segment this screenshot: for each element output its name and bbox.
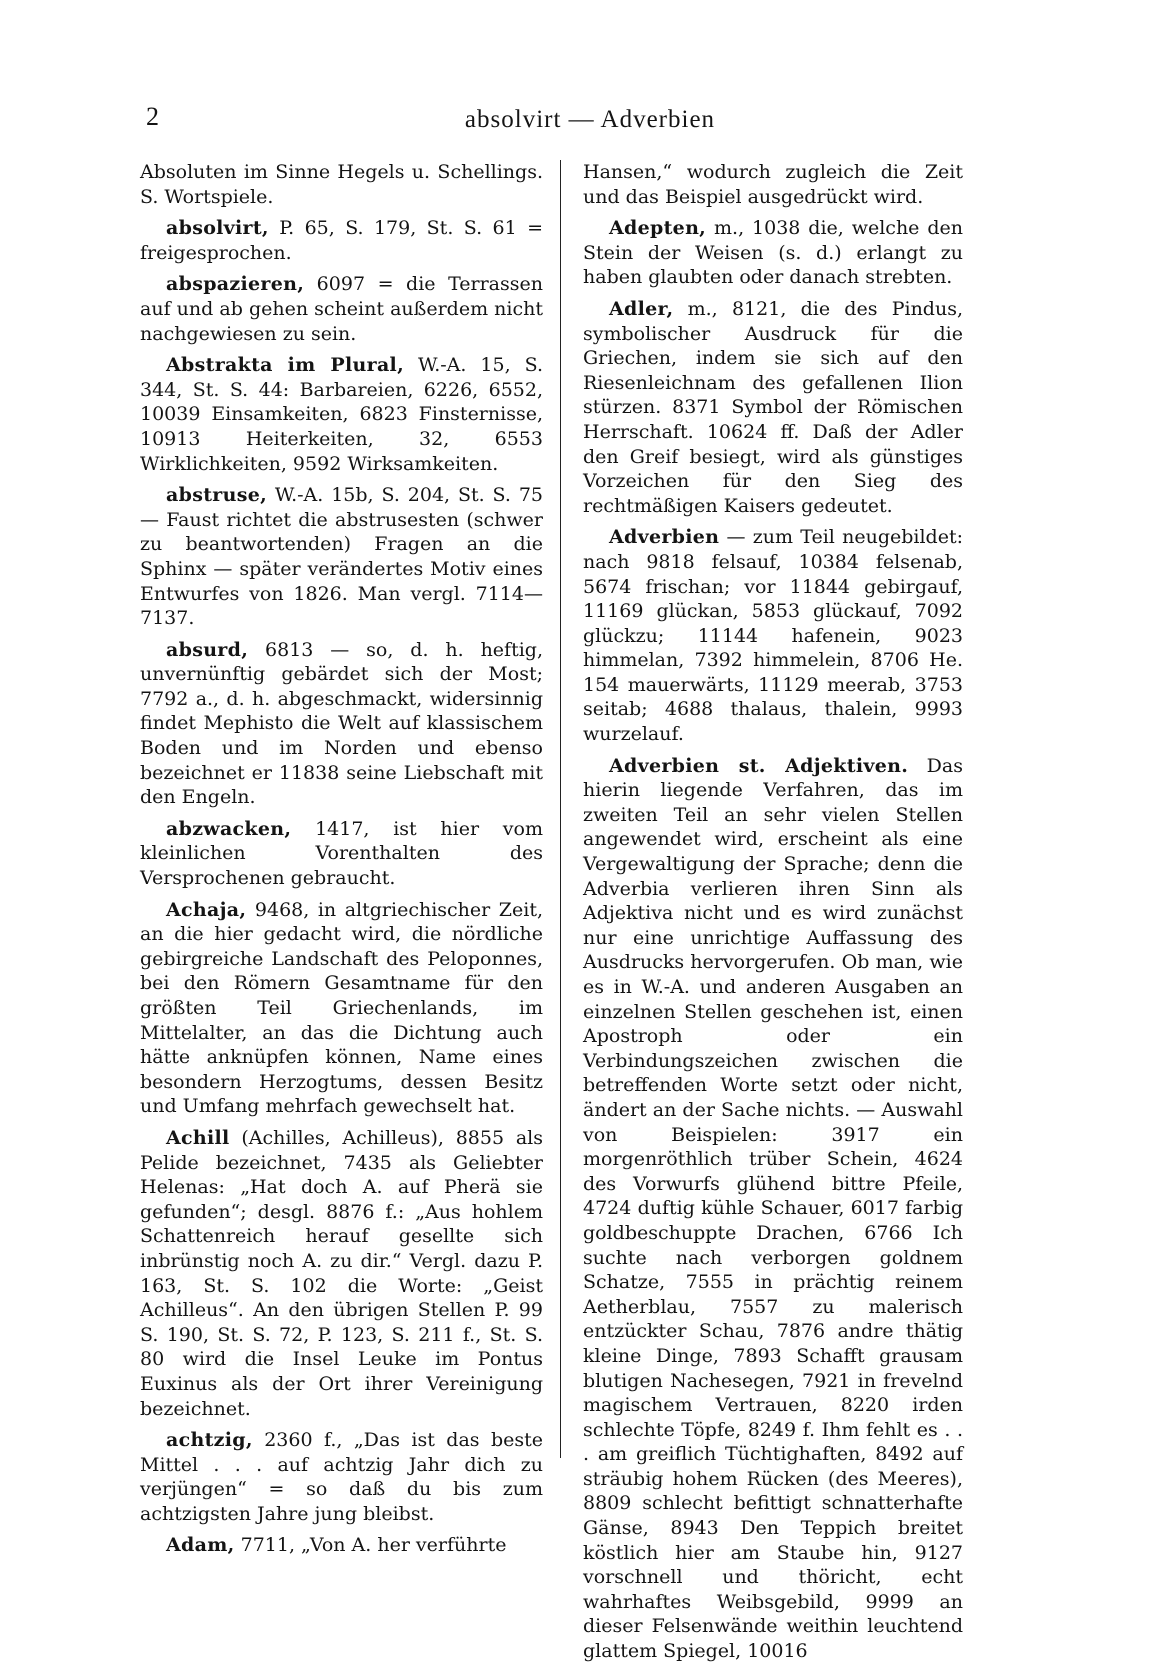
- dictionary-entry: [583, 297, 963, 518]
- entry-text: Hansen,“ wodurch zugleich die Zeit und das Beispiel ausgedrückt wird.: [583, 161, 963, 208]
- entry-headword: Adam,: [166, 1534, 235, 1557]
- entry-text: W.-A. 15b, S. 204, St. S. 75 — Faust richtet die abstrusesten (schwer zu beantwortenden) Fragen an die Sphinx — später verändertes Motiv eines Entwurfes von 1826. Man vergl. 7114—7137.: [140, 484, 543, 630]
- entry-headword: Adverbien st. Adjektiven.: [609, 754, 909, 777]
- entry-text: m., 8121, die des Pindus, symbolischer Ausdruck für die Griechen, indem sie sich auf den Riesenleichnam des gefallenen Ilion stürzen. 8371 Symbol der Römischen Herrschaft. 10624 ff. Daß der Adler den Greif besiegt, wird als günstiges Vorzeichen für den Sieg des rechtmäßigen Kaisers gedeutet.: [583, 297, 963, 517]
- entry-text: 2360 f., „Das ist das beste Mittel . . . auf achtzig Jahr dich zu verjüngen“ = so daß du bis zum achtzigsten Jahre jung bleibst.: [140, 1429, 543, 1525]
- entry-headword: Achill: [166, 1126, 230, 1149]
- dictionary-entry: [583, 525, 963, 746]
- entry-text: 7711, „Von A. her verführte: [234, 1534, 507, 1557]
- entry-headword: Adepten,: [609, 217, 707, 240]
- dictionary-entry: [140, 1126, 543, 1421]
- entry-headword: absolvirt,: [166, 217, 269, 240]
- dictionary-entry: [583, 754, 963, 1664]
- entry-text: 6813 — so, d. h. heftig, unvernünftig gebärdet sich der Most; 7792 a., d. h. abgeschmackt, widersinnig findet Mephisto die Welt auf klassischem Boden und im Norden und ebenso bezeichnet er 11838 seine Liebschaft mit den Engeln.: [140, 638, 543, 809]
- dictionary-entry: [140, 638, 543, 810]
- page-number: 2: [146, 102, 159, 131]
- dictionary-entry: [140, 1428, 543, 1526]
- entry-headword: Achaja,: [166, 898, 247, 921]
- dictionary-entry: [140, 483, 543, 631]
- entry-headword: abspazieren,: [166, 273, 305, 296]
- entry-headword: achtzig,: [166, 1429, 253, 1452]
- entry-text: m., 1038 die, welche den Stein der Weisen (s. d.) erlangt zu haben glaubten oder danach strebten.: [583, 217, 963, 289]
- entry-headword: abzwacken,: [166, 817, 292, 840]
- dictionary-entry: [140, 272, 543, 346]
- entry-headword: Adler,: [609, 297, 674, 320]
- left-column: [140, 160, 543, 1565]
- dictionary-entry: [140, 817, 543, 891]
- entry-text: 9468, in altgriechischer Zeit, an die hier gedacht wird, die nördliche gebirgreiche Landschaft des Peloponnes, bei den Römern Gesamtname für den größten Teil Griechenlands, im Mittelalter, an das die Dichtung auch hätte anknüpfen können, Name eines besondern Herzogtums, dessen Besitz und Umfang mehrfach gewechselt hat.: [140, 898, 543, 1118]
- dictionary-entry: [583, 216, 963, 290]
- entry-headword: Adverbien: [609, 526, 720, 549]
- right-column: [583, 160, 963, 1671]
- entry-headword: abstruse,: [166, 484, 267, 507]
- entry-text: Das hierin liegende Verfahren, das im zweiten Teil an sehr vielen Stellen angewendet wird, erscheint als eine Vergewaltigung der Sprache; denn die Adverbia verlieren ihren Sinn als Adjektiva nicht und es wird zunächst nur eine unrichtige Auffassung des Ausdrucks hervorgerufen. Ob man, wie es in W.-A. und anderen Ausgaben an einzelnen Stellen geschehen ist, einen Apostroph oder ein Verbindungszeichen zwischen die betreffenden Worte setzt oder nicht, ändert an der Sache nichts. — Auswahl von Beispielen: 3917 ein morgenröthlich trüber Schein, 4624 des Vorwurfs glühend bittre Pfeile, 4724 duftig kühle Schauer, 6017 farbig goldbeschuppte Drachen, 6766 Ich suchte nach verborgen goldnem Schatze, 7555 in prächtig reinem Aetherblau, 7557 zu malerisch entzückter Schau, 7876 andre thätig kleine Dinge, 7893 Schafft grausam blutigen Nachesegen, 7921 in frevelnd magischem Vertrauen, 8220 irden schlechte Töpfe, 8249 f. Ihm fehlt es . . . am greiflich Tüchtighaften, 8492 auf sträubig hohem Rücken (des Meeres), 8809 schlecht befittigt schnatterhafte Gänse, 8943 Den Teppich breitet köstlich hier am Staube hin, 9127 vorschnell und thöricht, echt wahrhaftes Weibsgebild, 9999 an dieser Felsenwände weithin leuchtend glattem Spiegel, 10016: [583, 754, 963, 1663]
- entry-text: — zum Teil neugebildet: nach 9818 felsauf, 10384 felsenab, 5674 frischan; vor 11844 gebirgauf, 11169 glückan, 5853 glückauf, 7092 glückzu; 11144 hafenein, 9023 himmelan, 7392 himmelein, 8706 He. 154 mauerwärts, 11129 meerab, 3753 seitab; 4688 thalaus, thalein, 9993 wurzelauf.: [583, 526, 963, 746]
- entry-headword: absurd,: [166, 638, 249, 661]
- dictionary-entry: [140, 160, 543, 209]
- dictionary-entry: [140, 898, 543, 1119]
- dictionary-entry: [140, 216, 543, 265]
- entry-headword: Abstrakta im Plural,: [166, 354, 404, 377]
- entry-text: P. 65, S. 179, St. S. 61 = freigesprochen.: [140, 217, 543, 264]
- entry-text: (Achilles, Achilleus), 8855 als Pelide bezeichnet, 7435 als Geliebter Helenas: „Hat doch A. auf Pherä sie gefunden“; desgl. 8876 f.: „Aus hohlem Schattenreich herauf gesellte sich inbrünstig noch A. zu dir.“ Vergl. dazu P. 163, St. S. 102 die Worte: „Geist Achilleus“. An den übrigen Stellen P. 99 S. 190, St. S. 72, P. 123, S. 211 f., St. S. 80 wird die Insel Leuke im Pontus Euxinus als der Ort ihrer Vereinigung bezeichnet.: [140, 1126, 543, 1420]
- entry-text: W.-A. 15, S. 344, St. S. 44: Barbareien, 6226, 6552, 10039 Einsamkeiten, 6823 Finsternisse, 10913 Heiterkeiten, 32, 6553 Wirklichkeiten, 9592 Wirksamkeiten.: [140, 354, 543, 475]
- running-head: absolvirt — Adverbien: [464, 106, 716, 133]
- entry-text: Absoluten im Sinne Hegels u. Schellings. S. Wortspiele.: [140, 161, 543, 208]
- entry-text: 1417, ist hier vom kleinlichen Vorenthalten des Versprochenen gebraucht.: [140, 817, 543, 890]
- dictionary-entry: [140, 1533, 543, 1558]
- dictionary-entry: [583, 160, 963, 209]
- dictionary-entry: [140, 353, 543, 476]
- column-divider: [560, 160, 561, 1458]
- entry-text: 6097 = die Terrassen auf und ab gehen scheint außerdem nicht nachgewiesen zu sein.: [140, 273, 543, 345]
